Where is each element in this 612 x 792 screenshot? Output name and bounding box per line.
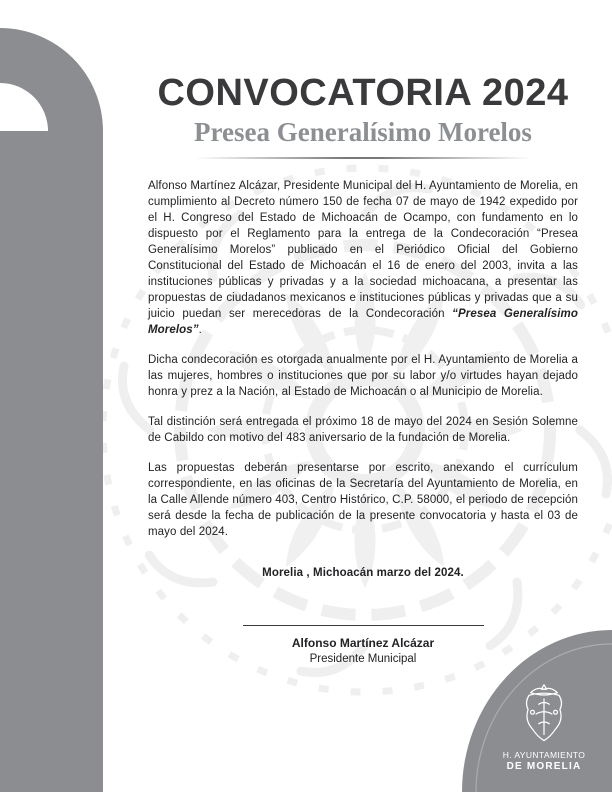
document-content xyxy=(148,74,578,667)
municipal-logo xyxy=(486,683,602,772)
paragraph-1-lead: Alfonso Martínez Alcázar, Presidente Municipal del H. Ayuntamiento de Morelia, en cumplimiento al Decreto número 150 de fecha 07 de mayo de 1942 expedido por el H. Congreso del Estado de Michoacán de Ocampo, con fundamento en lo dispuesto por el Reglamento para la entrega de la Condecoración “Presea Generalísimo Morelos” publicado en el Periódico Oficial del Gobierno Constitucional del Estado de Michoacán el 16 de enero del 2003, invita a las instituciones públicas y privadas y a la sociedad michoacana, a presentar las propuestas de ciudadanos mexicanos e instituciones públicas y privadas que a su juicio puedan ser merecedoras de la Condecoración xyxy=(148,179,578,320)
body-text xyxy=(148,178,578,540)
logo-text-line1: H. AYUNTAMIENTO xyxy=(502,750,586,760)
page-subtitle: Presea Generalísimo Morelos xyxy=(194,116,532,147)
paragraph-1 xyxy=(148,178,578,338)
paragraph-1-end: . xyxy=(198,323,202,336)
dateline: Morelia , Michoacán marzo del 2024. xyxy=(262,566,464,579)
logo-text-line2: DE MORELIA xyxy=(506,761,582,772)
signature-line xyxy=(243,625,484,626)
signature-block xyxy=(148,625,578,668)
city-crest-icon xyxy=(517,683,571,745)
left-ribbon-shape xyxy=(0,0,104,792)
signature-name: Alfonso Martínez Alcázar xyxy=(291,635,435,650)
paragraph-3: Tal distinción será entregada el próximo 18 de mayo del 2024 en Sesión Solemne de Cabildo con motivo del 483 aniversario de la fundación de Morelia. xyxy=(148,415,578,444)
paragraph-1-emphasis: “Presea Generalísimo Morelos” xyxy=(148,307,578,336)
paragraph-2: Dicha condecoración es otorgada anualmente por el H. Ayuntamiento de Morelia a las mujeres, hombres o instituciones que por su labor y/o virtudes hayan dejado honra y prez a la Nación, al Estado de Michoacán o al Municipio de Morelia. xyxy=(148,353,578,398)
signature-role: Presidente Municipal xyxy=(309,653,417,666)
subtitle-divider xyxy=(195,157,531,159)
paragraph-4: Las propuestas deberán presentarse por escrito, anexando el currículum correspondiente, en las oficinas de la Secretaría del Ayuntamiento de Morelia, en la Calle Allende número 403, Centro Histórico, C.P. 58000, el periodo de recepción será desde la fecha de publicación de la presente convocatoria y hasta el 03 de mayo del 2024. xyxy=(148,461,578,538)
page-title: CONVOCATORIA 2024 xyxy=(157,72,569,114)
